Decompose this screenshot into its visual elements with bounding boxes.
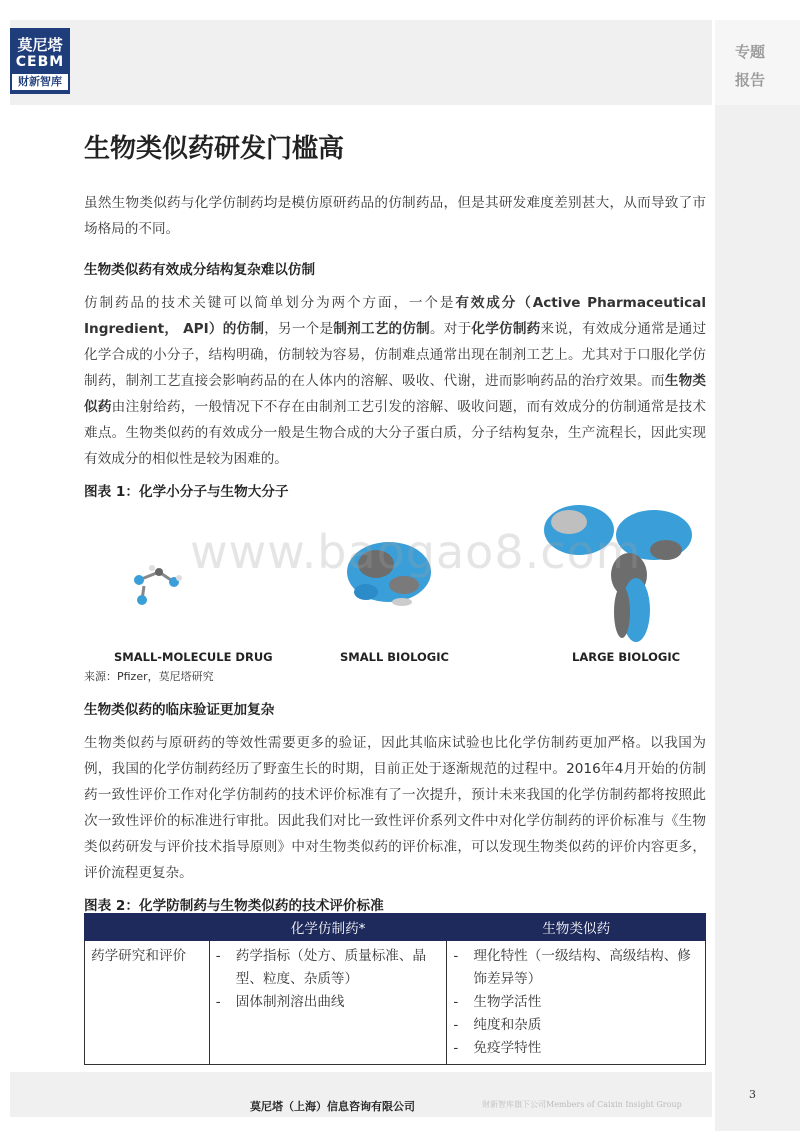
s1-text-3: 。对于: [429, 321, 472, 337]
watermark: www.baogao8.com: [190, 525, 642, 579]
s1-text-2: ，另一个是: [264, 321, 334, 337]
s1-bold-4: 生物类似药: [84, 373, 706, 415]
s1-bold-1: 有效成分（Active Pharmaceutical Ingredient， API）的仿制: [84, 295, 706, 337]
footer-company: 莫尼塔（上海）信息咨询有限公司: [250, 1100, 415, 1113]
footer-group: 财新智库旗下公司Members of Caixin Insight Group: [482, 1100, 682, 1109]
section1-paragraph: [84, 290, 706, 472]
header-empty: [85, 914, 210, 941]
section2-heading: 生物类似药的临床验证更加复杂: [84, 702, 275, 718]
tag-line-1: 专题: [735, 43, 766, 61]
s1-text-4: 来说，有效成分通常是通过化学合成的小分子，结构明确，仿制较为容易，仿制难点通常出现在制剂工艺上。尤其对于口服化学仿制药，制剂工艺直接会影响药品的在人体内的溶解、吸收、代谢，进而影响药品的治疗效果。而: [84, 321, 707, 389]
intro-paragraph: 虽然生物类似药与化学仿制药均是模仿原研药品的仿制药品，但是其研发难度差别甚大，从而导致了市场格局的不同。: [84, 195, 706, 237]
logo-line-3: 财新智库: [12, 74, 68, 90]
list-item: - 固体制剂溶出曲线: [215, 994, 345, 1010]
page-title: 生物类似药研发门槛高: [84, 134, 345, 164]
label-small-biologic: SMALL BIOLOGIC: [340, 650, 449, 664]
small-molecule-drug-image: [134, 565, 182, 605]
row-label: 药学研究和评价: [85, 941, 210, 1065]
s1-text-5: 由注射给药，一般情况下不存在由制剂工艺引发的溶解、吸收问题，而有效成分的仿制通常是技术难点。生物类似药的有效成分一般是生物合成的大分子蛋白质，分子结构复杂，生产流程长，因此实现有效成分的相似性是较为困难的。: [84, 399, 706, 467]
table-row: [85, 941, 706, 1065]
table-header-row: [85, 914, 706, 941]
list-item: - 理化特性（一级结构、高级结构、修饰差异等）: [453, 948, 691, 987]
header-chemical: 化学仿制药*: [209, 914, 447, 941]
s1-bold-3: 化学仿制药: [471, 321, 541, 337]
header-bar: [10, 20, 712, 105]
section1-heading: 生物类似药有效成分结构复杂难以仿制: [84, 262, 316, 278]
page-number: 3: [749, 1088, 756, 1101]
report-type-tag: [735, 38, 775, 94]
side-strip: [715, 20, 800, 1131]
company-logo: [10, 28, 70, 94]
table2-caption: 图表 2：化学防制药与生物类似药的技术评价标准: [84, 898, 384, 914]
section2-paragraph: 生物类似药与原研药的等效性需要更多的验证，因此其临床试验也比化学仿制药更加严格。以我国为例，我国的化学仿制药经历了野蛮生长的时期，目前正处于逐渐规范的过程中。2016年4月开始的仿制药一致性评价工作对化学仿制药的技术评价标准有了一次提升，预计未来我国的化学仿制药都将按照此次一致性评价的标准进行审批。因此我们对比一致性评价系列文件中对化学仿制药的评价标准与《生物类似药研发与评价技术指导原则》中对生物类似药的评价标准，可以发现生物类似药的评价内容更多，评价流程更复杂。: [84, 735, 706, 881]
chemical-criteria-cell: [209, 941, 447, 1065]
figure1-caption: 图表 1：化学小分子与生物大分子: [84, 484, 289, 500]
s1-text-1: 仿制药品的技术关键可以简单划分为两个方面，一个是: [84, 295, 456, 311]
tag-line-2: 报告: [735, 71, 766, 89]
list-item: - 生物学活性: [453, 994, 542, 1010]
list-item: - 纯度和杂质: [453, 1017, 542, 1033]
logo-line-2: CEBM: [15, 54, 65, 70]
list-item: - 药学指标（处方、质量标准、晶型、粒度、杂质等）: [215, 948, 427, 987]
s1-bold-2: 制剂工艺的仿制: [333, 321, 430, 337]
evaluation-table: [84, 913, 706, 1065]
biosimilar-criteria-cell: [447, 941, 706, 1065]
label-large-biologic: LARGE BIOLOGIC: [572, 650, 681, 664]
figure1-source: 来源：Pfizer，莫尼塔研究: [84, 670, 214, 683]
label-small-molecule: SMALL-MOLECULE DRUG: [114, 650, 273, 664]
logo-line-1: 莫尼塔: [17, 36, 63, 54]
header-biosimilar: 生物类似药: [447, 914, 706, 941]
list-item: - 免疫学特性: [453, 1040, 542, 1056]
